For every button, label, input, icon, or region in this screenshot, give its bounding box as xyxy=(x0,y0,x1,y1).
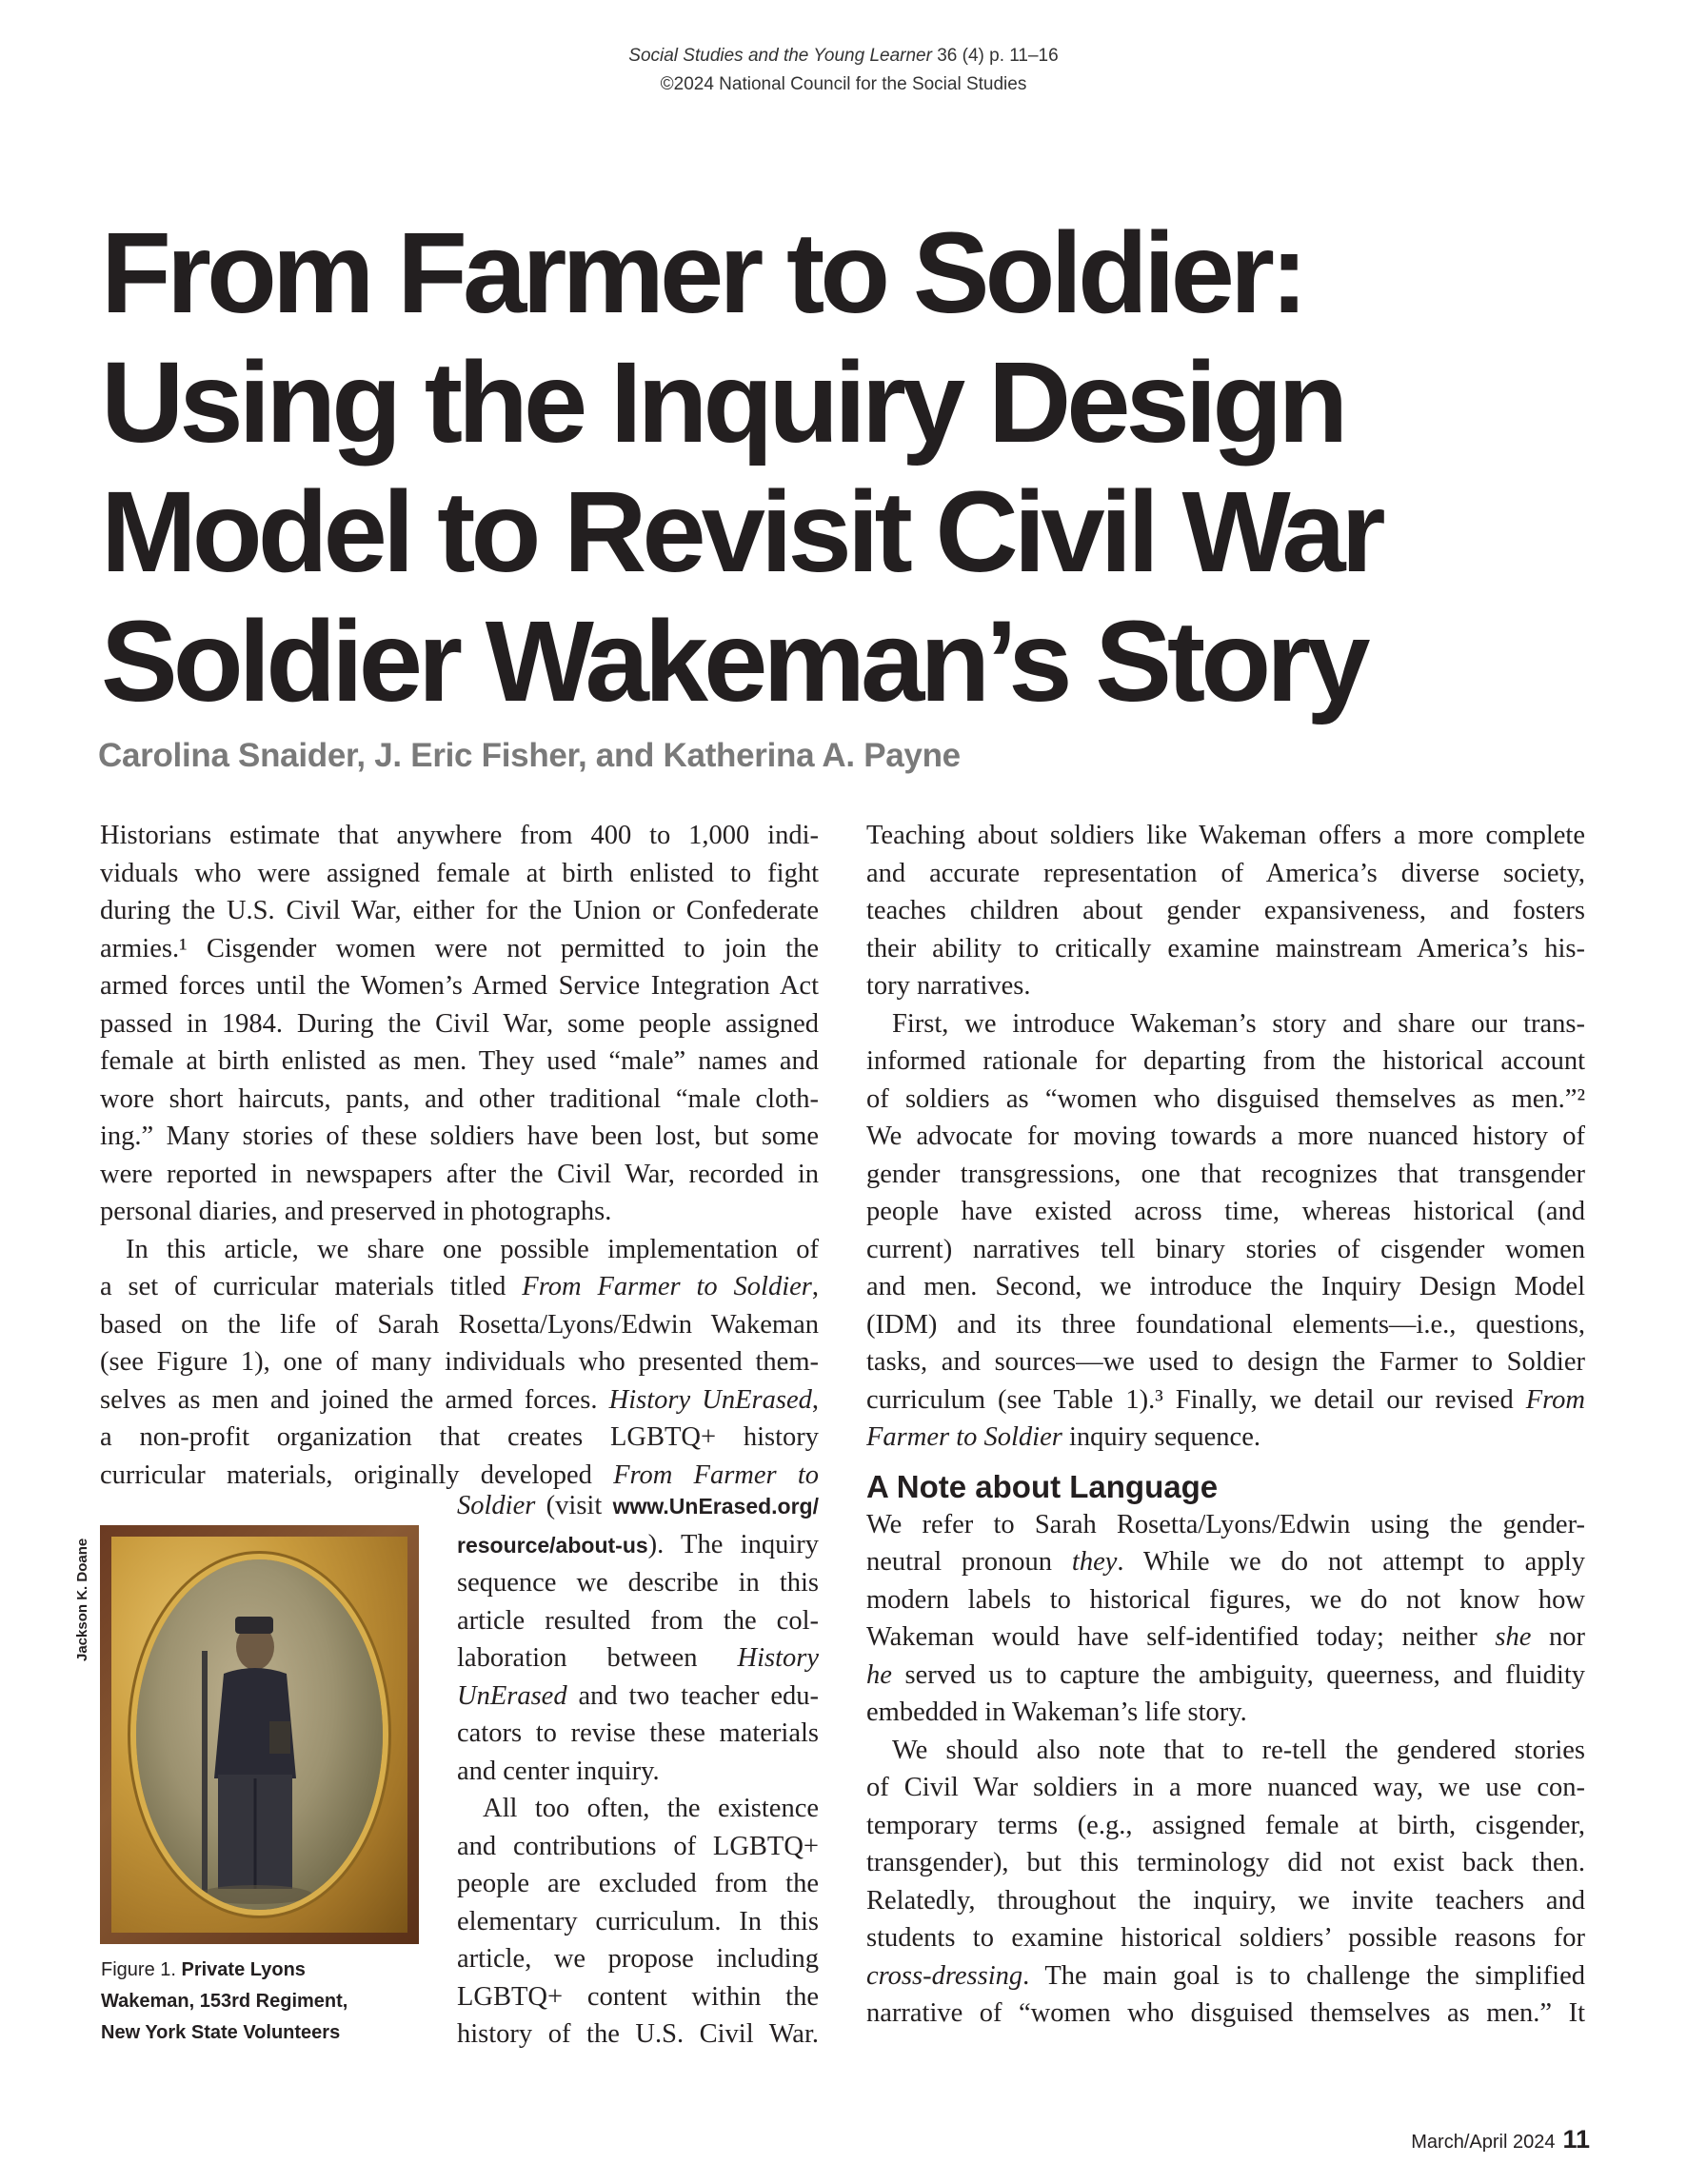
text-line: All too often, the existence xyxy=(483,1794,819,1823)
text-line: history of the U.S. Civil War. xyxy=(457,2019,819,2049)
title-line: Using the Inquiry Design xyxy=(101,337,1344,467)
article-title xyxy=(101,208,1586,725)
italic-title: From Farmer to xyxy=(613,1459,819,1490)
title-line: Model to Revisit Civil War xyxy=(101,467,1381,596)
text-line: article, we propose including xyxy=(457,1944,819,1974)
italic-word: she xyxy=(1495,1622,1532,1652)
text-line: elementary curriculum. In this xyxy=(457,1906,819,1936)
text-run: neutral pronoun xyxy=(866,1547,1072,1577)
body-column-wrap xyxy=(457,1487,819,2054)
text-line: cators to revise these materials xyxy=(457,1718,819,1748)
caption-text: Wakeman, 153rd Regiment, xyxy=(101,1991,348,2012)
text-line: based on the life of Sarah Rosetta/Lyons/Edwin Wakeman xyxy=(100,1309,819,1340)
text-line: We should also note that to re-tell the gendered stories xyxy=(892,1735,1585,1765)
text-line xyxy=(866,1543,1585,1581)
text-line: Teaching about soldiers like Wakeman offers a more complete xyxy=(866,821,1585,850)
paragraph xyxy=(100,817,819,1231)
text-line xyxy=(100,1268,819,1306)
page-footer xyxy=(1411,2125,1590,2154)
text-line xyxy=(457,1639,819,1678)
paragraph xyxy=(866,1732,1585,2033)
text-line: informed rationale for departing from the historical account xyxy=(866,1046,1585,1076)
text-line: sequence we describe in this xyxy=(457,1568,819,1598)
text-line: embedded in Wakeman’s life story. xyxy=(866,1698,1247,1727)
url-link[interactable]: www.UnErased.org/ xyxy=(612,1494,819,1519)
text-line xyxy=(100,1381,819,1420)
text-line: First, we introduce Wakeman’s story and share our trans- xyxy=(892,1008,1585,1039)
italic-org: History xyxy=(737,1643,819,1673)
text-run: , xyxy=(811,1384,819,1415)
text-run: . The main goal is to challenge the simplified xyxy=(1022,1960,1585,1991)
text-line: tory narratives. xyxy=(866,971,1031,1001)
text-line: and center inquiry. xyxy=(457,1756,660,1786)
text-line: and contributions of LGBTQ+ xyxy=(457,1831,819,1861)
page-number: 11 xyxy=(1562,2125,1590,2154)
text-line: of soldiers as “women who disguised themselves as men.”² xyxy=(866,1083,1585,1114)
text-line: a non-profit organization that creates LGBTQ+ history xyxy=(100,1422,819,1452)
caption-label: Figure 1. xyxy=(101,1959,182,1980)
text-line: tasks, and sources—we used to design the Farmer to Soldier xyxy=(866,1347,1585,1377)
text-line: students to examine historical soldiers’ possible reasons for xyxy=(866,1923,1585,1953)
text-run: , xyxy=(811,1272,819,1301)
paragraph xyxy=(866,817,1585,1005)
copyright-line: ©2024 National Council for the Social Studies xyxy=(660,74,1027,94)
text-line xyxy=(457,1678,819,1716)
italic-title: From xyxy=(1525,1384,1585,1415)
text-line xyxy=(457,1487,819,1526)
paragraph xyxy=(866,1005,1585,1457)
text-line: Relatedly, throughout the inquiry, we invite teachers and xyxy=(866,1885,1585,1916)
citation-line xyxy=(0,42,1687,70)
text-line: article resulted from the col- xyxy=(457,1605,819,1636)
title-line: Soldier Wakeman’s Story xyxy=(101,596,1366,725)
text-line: people are excluded from the xyxy=(457,1869,819,1898)
text-line: LGBTQ+ content within the xyxy=(457,1981,819,2012)
text-line: viduals who were assigned female at birth enlisted to fight xyxy=(100,858,819,888)
text-line: Historians estimate that anywhere from 400 to 1,000 indi- xyxy=(100,821,819,850)
text-line xyxy=(866,1618,1585,1657)
italic-title: Farmer to Soldier xyxy=(866,1422,1062,1452)
caption-text: Private Lyons xyxy=(181,1959,306,1980)
title-line: From Farmer to Soldier: xyxy=(101,208,1304,337)
text-run: inquiry sequence. xyxy=(1062,1422,1260,1452)
text-run: a set of curricular materials titled xyxy=(100,1272,523,1301)
text-run: served us to capture the ambiguity, queerness, and fluidity xyxy=(891,1659,1585,1690)
text-line: teaches children about gender expansiveness, and fosters xyxy=(866,896,1585,925)
section-heading: A Note about Language xyxy=(866,1468,1219,1504)
text-line: current) narratives tell binary stories of cisgender women xyxy=(866,1234,1585,1264)
text-line: female at birth enlisted as men. They used “male” names and xyxy=(100,1046,819,1076)
text-line: We refer to Sarah Rosetta/Lyons/Edwin using the gender- xyxy=(866,1509,1585,1539)
author-byline: Carolina Snaider, J. Eric Fisher, and Katherina A. Payne xyxy=(98,737,961,774)
italic-word: he xyxy=(866,1659,892,1690)
text-run: ). The inquiry xyxy=(647,1529,819,1559)
text-line xyxy=(866,1381,1585,1420)
text-run: and two teacher edu- xyxy=(566,1680,819,1711)
text-run: (visit xyxy=(535,1491,613,1520)
paragraph xyxy=(100,1231,819,1495)
photo-credit xyxy=(74,1528,95,1661)
text-line: transgender), but this terminology did not exist back then. xyxy=(866,1848,1585,1877)
text-line: of Civil War soldiers in a more nuanced way, we use con- xyxy=(866,1773,1585,1802)
italic-title: Soldier xyxy=(457,1491,536,1520)
soldier-portrait-image xyxy=(136,1559,383,1910)
text-line: their ability to critically examine mainstream America’s his- xyxy=(866,933,1585,963)
text-run: curriculum (see Table 1).³ Finally, we detail our revised xyxy=(866,1384,1526,1415)
text-line: ing.” Many stories of these soldiers have been lost, but some xyxy=(100,1122,819,1151)
paragraph xyxy=(457,1487,819,1790)
text-run: nor xyxy=(1531,1622,1585,1652)
figure-caption xyxy=(101,1955,425,2049)
text-line: We advocate for moving towards a more nuanced history of xyxy=(866,1122,1585,1151)
text-line: (IDM) and its three foundational elements—i.e., questions, xyxy=(866,1309,1585,1340)
journal-header xyxy=(0,42,1687,99)
text-line: personal diaries, and preserved in photographs. xyxy=(100,1197,612,1226)
text-line: modern labels to historical figures, we do not know how xyxy=(866,1584,1585,1615)
text-line: were reported in newspapers after the Civil War, recorded in xyxy=(100,1159,819,1189)
soldier-portrait-drawing xyxy=(136,1559,383,1910)
body-column-left xyxy=(100,817,819,1494)
body-column-right xyxy=(866,817,1585,2033)
paragraph xyxy=(457,1790,819,2054)
italic-word: cross-dressing xyxy=(866,1960,1023,1991)
text-line xyxy=(866,1957,1585,1995)
text-line: and accurate representation of America’s diverse society, xyxy=(866,858,1585,888)
text-line: passed in 1984. During the Civil War, some people assigned xyxy=(100,1008,819,1039)
text-line: temporary terms (e.g., assigned female at birth, cisgender, xyxy=(866,1810,1585,1840)
text-run: laboration between xyxy=(457,1643,738,1673)
text-line: armies.¹ Cisgender women were not permitted to join the xyxy=(100,933,819,963)
text-line: wore short haircuts, pants, and other traditional “male cloth- xyxy=(100,1083,819,1114)
photo-credit-text: Jackson K. Doane xyxy=(74,1538,90,1661)
figure-1 xyxy=(100,1525,419,1944)
text-line: narrative of “women who disguised themselves as men.” It xyxy=(866,1998,1585,2028)
url-link[interactable]: resource/about-us xyxy=(457,1532,648,1558)
text-line: during the U.S. Civil War, either for the Union or Confederate xyxy=(100,896,819,925)
caption-text: New York State Volunteers xyxy=(101,2022,341,2043)
italic-title: From Farmer to Soldier xyxy=(522,1272,812,1301)
tintype-frame xyxy=(100,1525,419,1944)
text-run: selves as men and joined the armed forces. xyxy=(100,1384,609,1415)
text-line: (see Figure 1), one of many individuals who presented them- xyxy=(100,1347,819,1377)
italic-org: UnErased xyxy=(457,1680,567,1711)
italic-word: they xyxy=(1071,1547,1118,1577)
text-line xyxy=(457,1526,819,1565)
text-run: curricular materials, originally developed xyxy=(100,1459,614,1490)
text-line xyxy=(866,1419,1585,1457)
text-line: and men. Second, we introduce the Inquiry Design Model xyxy=(866,1272,1585,1301)
ornate-gold-mat xyxy=(111,1537,407,1933)
text-run: . While we do not attempt to apply xyxy=(1117,1547,1585,1577)
text-line: armed forces until the Women’s Armed Service Integration Act xyxy=(100,971,819,1001)
italic-org: History UnErased xyxy=(608,1384,812,1415)
journal-title: Social Studies and the Young Learner xyxy=(628,46,932,66)
issue-date: March/April 2024 xyxy=(1411,2132,1556,2153)
paragraph xyxy=(866,1506,1585,1732)
text-line: people have existed across time, whereas historical (and xyxy=(866,1197,1585,1226)
text-line: gender transgressions, one that recognizes that transgender xyxy=(866,1159,1585,1189)
text-line xyxy=(866,1657,1585,1695)
text-run: Wakeman would have self-identified today; neither xyxy=(866,1622,1496,1652)
text-line: In this article, we share one possible implementation of xyxy=(126,1234,819,1264)
citation-volume: 36 (4) p. 11–16 xyxy=(931,46,1059,66)
